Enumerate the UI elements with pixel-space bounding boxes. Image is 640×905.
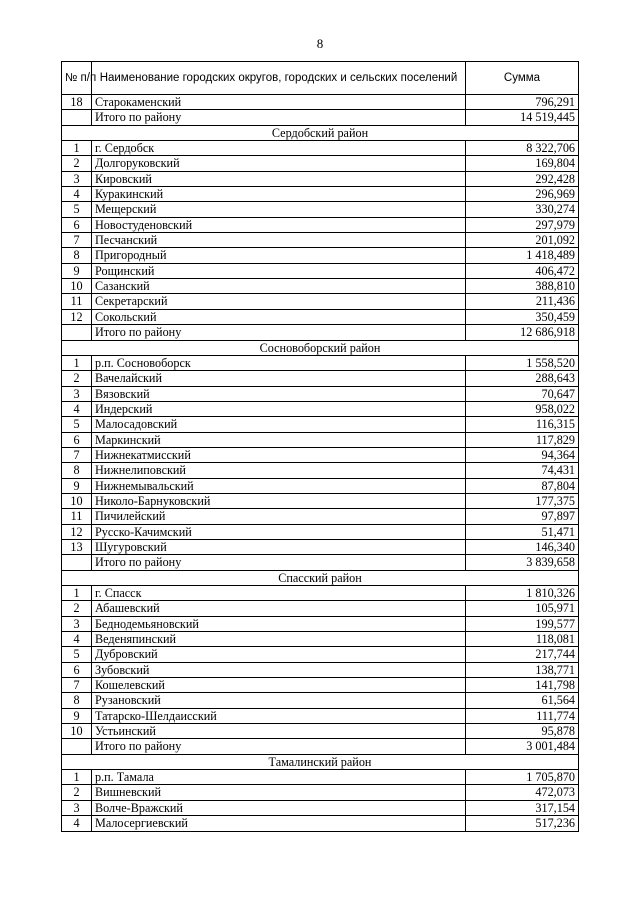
amount: 317,154 (466, 800, 579, 815)
settlement-name: Николо-Барнуковский (92, 493, 466, 508)
settlement-name: Зубовский (92, 662, 466, 677)
row-number: 10 (62, 493, 92, 508)
amount: 201,092 (466, 233, 579, 248)
settlements-table (61, 61, 579, 832)
table-row (62, 678, 579, 693)
amount: 105,971 (466, 601, 579, 616)
settlement-name: Кошелевский (92, 678, 466, 693)
amount: 296,969 (466, 187, 579, 202)
header-name: Наименование городских округов, городских и сельских поселений (92, 62, 466, 95)
total-label: Итого по району (92, 739, 466, 754)
table-row (62, 478, 579, 493)
settlement-name: Дубровский (92, 647, 466, 662)
row-number: 11 (62, 509, 92, 524)
table-row (62, 586, 579, 601)
settlement-name: Маркинский (92, 432, 466, 447)
row-number: 12 (62, 309, 92, 324)
amount: 138,771 (466, 662, 579, 677)
row-number: 4 (62, 816, 92, 831)
settlement-name: Новостуденовский (92, 217, 466, 232)
row-number: 11 (62, 294, 92, 309)
amount: 217,744 (466, 647, 579, 662)
district-name: Тамалинский район (62, 754, 579, 769)
table-row (62, 770, 579, 785)
settlement-name: Шугуровский (92, 539, 466, 554)
row-number: 9 (62, 708, 92, 723)
amount: 958,022 (466, 401, 579, 416)
row-number: 6 (62, 217, 92, 232)
row-number (62, 325, 92, 340)
row-number (62, 110, 92, 125)
amount: 472,073 (466, 785, 579, 800)
row-number: 4 (62, 632, 92, 647)
table-row (62, 509, 579, 524)
row-number: 2 (62, 601, 92, 616)
amount: 199,577 (466, 616, 579, 631)
amount: 1 810,326 (466, 586, 579, 601)
amount: 116,315 (466, 417, 579, 432)
row-number: 13 (62, 539, 92, 554)
amount: 211,436 (466, 294, 579, 309)
row-number: 10 (62, 279, 92, 294)
table-row (62, 279, 579, 294)
table-row (62, 647, 579, 662)
table-row (62, 524, 579, 539)
settlement-name: Веденяпинский (92, 632, 466, 647)
amount: 517,236 (466, 816, 579, 831)
settlement-name: Малосергиевский (92, 816, 466, 831)
amount: 1 418,489 (466, 248, 579, 263)
table-row (62, 202, 579, 217)
table-row (62, 785, 579, 800)
table-row (62, 95, 579, 110)
amount: 330,274 (466, 202, 579, 217)
table-row (62, 662, 579, 677)
table-row (62, 355, 579, 370)
total-amount: 12 686,918 (466, 325, 579, 340)
settlement-name: Малосадовский (92, 417, 466, 432)
settlement-name: Песчанский (92, 233, 466, 248)
row-number: 10 (62, 724, 92, 739)
row-number: 8 (62, 463, 92, 478)
settlement-name: Мещерский (92, 202, 466, 217)
row-number: 9 (62, 478, 92, 493)
total-amount: 3 001,484 (466, 739, 579, 754)
row-number: 6 (62, 662, 92, 677)
amount: 406,472 (466, 263, 579, 278)
table-body (62, 95, 579, 832)
total-label: Итого по району (92, 325, 466, 340)
settlement-name: р.п. Сосновоборск (92, 355, 466, 370)
table-row (62, 800, 579, 815)
amount: 8 322,706 (466, 141, 579, 156)
table-row (62, 693, 579, 708)
settlement-name: Устьинский (92, 724, 466, 739)
table-row (62, 632, 579, 647)
settlement-name: Куракинский (92, 187, 466, 202)
table-row (62, 616, 579, 631)
district-name: Спасский район (62, 570, 579, 585)
table-row (62, 417, 579, 432)
page-number: 8 (316, 36, 324, 51)
amount: 288,643 (466, 371, 579, 386)
settlement-name: Вачелайский (92, 371, 466, 386)
settlement-name: Вишневский (92, 785, 466, 800)
header-sum: Сумма (466, 62, 579, 95)
amount: 70,647 (466, 386, 579, 401)
row-number: 2 (62, 371, 92, 386)
total-amount: 14 519,445 (466, 110, 579, 125)
settlement-name: Сазанский (92, 279, 466, 294)
row-number: 6 (62, 432, 92, 447)
total-row (62, 555, 579, 570)
row-number: 3 (62, 386, 92, 401)
table-row (62, 708, 579, 723)
row-number: 18 (62, 95, 92, 110)
total-label: Итого по району (92, 110, 466, 125)
table-row (62, 371, 579, 386)
settlement-name: Нижнемывальский (92, 478, 466, 493)
settlement-name: Вязовский (92, 386, 466, 401)
district-name: Сердобский район (62, 125, 579, 140)
row-number: 1 (62, 141, 92, 156)
district-name: Сосновоборский район (62, 340, 579, 355)
amount: 796,291 (466, 95, 579, 110)
table-row (62, 217, 579, 232)
total-row (62, 325, 579, 340)
total-row (62, 110, 579, 125)
table-row (62, 156, 579, 171)
row-number: 1 (62, 586, 92, 601)
total-row (62, 739, 579, 754)
table-row (62, 447, 579, 462)
settlement-name: Русско-Качимский (92, 524, 466, 539)
row-number: 7 (62, 678, 92, 693)
amount: 87,804 (466, 478, 579, 493)
table-row (62, 724, 579, 739)
row-number: 8 (62, 693, 92, 708)
settlement-name: Беднодемьяновский (92, 616, 466, 631)
row-number: 3 (62, 616, 92, 631)
table-row (62, 601, 579, 616)
amount: 1 558,520 (466, 355, 579, 370)
settlement-name: Долгоруковский (92, 156, 466, 171)
row-number: 4 (62, 187, 92, 202)
table-row (62, 401, 579, 416)
amount: 51,471 (466, 524, 579, 539)
table-row (62, 463, 579, 478)
settlement-name: р.п. Тамала (92, 770, 466, 785)
settlement-name: Сокольский (92, 309, 466, 324)
amount: 74,431 (466, 463, 579, 478)
amount: 97,897 (466, 509, 579, 524)
row-number: 12 (62, 524, 92, 539)
row-number: 5 (62, 202, 92, 217)
amount: 141,798 (466, 678, 579, 693)
settlement-name: Волче-Вражский (92, 800, 466, 815)
row-number: 3 (62, 800, 92, 815)
table-row (62, 539, 579, 554)
settlement-name: Рузановский (92, 693, 466, 708)
table-row (62, 309, 579, 324)
total-amount: 3 839,658 (466, 555, 579, 570)
amount: 292,428 (466, 171, 579, 186)
settlement-name: Рощинский (92, 263, 466, 278)
row-number: 1 (62, 355, 92, 370)
district-header-row (62, 754, 579, 769)
table-row (62, 493, 579, 508)
amount: 169,804 (466, 156, 579, 171)
settlement-name: г. Сердобск (92, 141, 466, 156)
row-number: 4 (62, 401, 92, 416)
settlement-name: Пичилейский (92, 509, 466, 524)
amount: 111,774 (466, 708, 579, 723)
settlement-name: Индерский (92, 401, 466, 416)
table-row (62, 141, 579, 156)
row-number: 8 (62, 248, 92, 263)
settlement-name: Пригородный (92, 248, 466, 263)
table-row (62, 248, 579, 263)
amount: 61,564 (466, 693, 579, 708)
table-row (62, 171, 579, 186)
district-header-row (62, 125, 579, 140)
table-row (62, 294, 579, 309)
header-number: № п/п (62, 62, 92, 95)
settlement-name: Абашевский (92, 601, 466, 616)
table-row (62, 263, 579, 278)
amount: 388,810 (466, 279, 579, 294)
row-number: 7 (62, 233, 92, 248)
row-number: 2 (62, 156, 92, 171)
row-number: 9 (62, 263, 92, 278)
amount: 118,081 (466, 632, 579, 647)
row-number: 3 (62, 171, 92, 186)
table-header-row (62, 62, 579, 95)
settlement-name: Нижнелиповский (92, 463, 466, 478)
district-header-row (62, 570, 579, 585)
amount: 146,340 (466, 539, 579, 554)
amount: 94,364 (466, 447, 579, 462)
row-number (62, 555, 92, 570)
district-header-row (62, 340, 579, 355)
amount: 297,979 (466, 217, 579, 232)
row-number (62, 739, 92, 754)
table-row (62, 187, 579, 202)
amount: 117,829 (466, 432, 579, 447)
row-number: 2 (62, 785, 92, 800)
amount: 1 705,870 (466, 770, 579, 785)
table-row (62, 233, 579, 248)
settlement-name: Старокаменский (92, 95, 466, 110)
settlement-name: Секретарский (92, 294, 466, 309)
amount: 177,375 (466, 493, 579, 508)
row-number: 1 (62, 770, 92, 785)
row-number: 5 (62, 417, 92, 432)
row-number: 7 (62, 447, 92, 462)
table-row (62, 816, 579, 831)
settlement-name: Кировский (92, 171, 466, 186)
settlement-name: г. Спасск (92, 586, 466, 601)
table-row (62, 432, 579, 447)
row-number: 5 (62, 647, 92, 662)
amount: 350,459 (466, 309, 579, 324)
total-label: Итого по району (92, 555, 466, 570)
settlement-name: Нижнекатмисский (92, 447, 466, 462)
settlement-name: Татарско-Шелдаисский (92, 708, 466, 723)
table-row (62, 386, 579, 401)
amount: 95,878 (466, 724, 579, 739)
